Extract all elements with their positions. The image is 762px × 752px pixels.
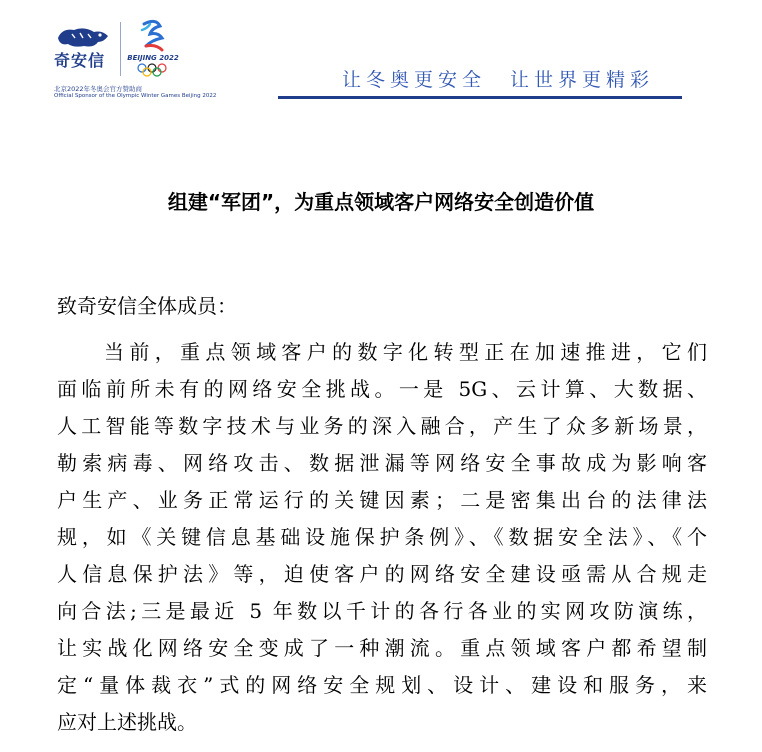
letterhead [0, 0, 762, 110]
slogan-underline [278, 96, 682, 99]
body-line: 规，如《关键信息基础设施保护条例》、《数据安全法》、《个 [57, 525, 707, 549]
body-line: 户生产、业务正常运行的关键因素；二是密集出台的法律法 [57, 488, 707, 512]
sponsor-line-en: Official Sponsor of the Olympic Winter Games Beijing 2022 [54, 93, 217, 99]
body-line: 当前，重点领域客户的数字化转型正在加速推进，它们 [104, 340, 707, 364]
body-line: 人工智能等数字技术与业务的深入融合，产生了众多新场景， [57, 414, 707, 438]
header-divider [120, 22, 121, 76]
olympic-mark-text: BEIJING 2022 [127, 54, 179, 62]
body-line: 面临前所未有的网络安全挑战。一是 5G、云计算、大数据、 [57, 377, 707, 401]
body-line: 向合法;三是最近 5 年数以千计的各行各业的实网攻防演练， [57, 599, 707, 623]
body-line: 应对上述挑战。 [57, 710, 197, 734]
body-line: 定“量体裁衣”式的网络安全规划、设计、建设和服务，来 [57, 673, 707, 697]
salutation: 致奇安信全体成员： [57, 294, 237, 318]
body-line: 勒索病毒、网络攻击、数据泄漏等网络安全事故成为影响客 [57, 451, 707, 475]
document-title: 组建“军团”，为重点领域客户网络安全创造价值 [167, 190, 595, 214]
beijing-2022-emblem-icon [122, 16, 184, 78]
body-line: 人信息保护法》等，迫使客户的网络安全建设亟需从合规走 [57, 562, 707, 586]
brand-name: 奇安信 [54, 51, 106, 70]
slogan: 让冬奥更安全 让世界更精彩 [342, 69, 655, 91]
body-line: 让实战化网络安全变成了一种潮流。重点领域客户都希望制 [57, 636, 707, 660]
sponsor-line-cn: 北京2022年冬奥会官方赞助商 [54, 85, 143, 93]
